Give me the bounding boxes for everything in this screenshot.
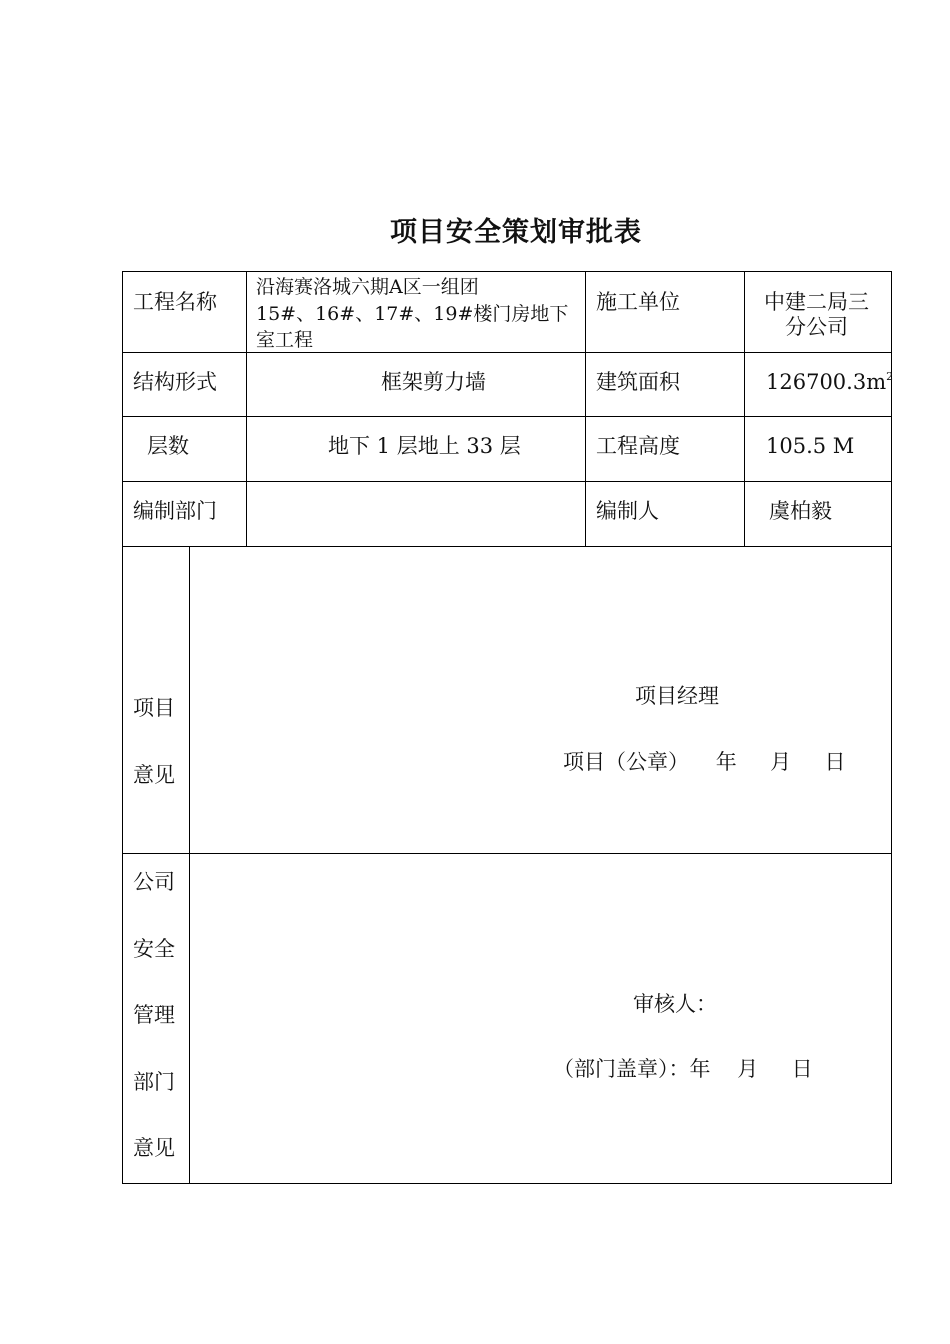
row-divider [122, 416, 892, 417]
project-opinion-label-line1: 项目 [133, 696, 175, 720]
project-opinion-label-line2: 意见 [133, 763, 175, 787]
table-border-right [891, 271, 892, 1184]
structure-value: 框架剪力墙 [381, 370, 486, 394]
project-name-line2: 15#、16#、17#、19#楼门房地下 [256, 303, 569, 325]
row-divider [122, 352, 892, 353]
height-label: 工程高度 [596, 434, 680, 458]
table-border-left [122, 271, 123, 1184]
reviewer-label: 审核人： [633, 992, 717, 1016]
row-divider [122, 481, 892, 482]
company-opinion-label-line3: 管理 [133, 1003, 175, 1027]
department-seal-line: （部门盖章）：年 月 日 [553, 1057, 813, 1081]
compiler-value: 虞柏毅 [769, 499, 832, 523]
project-manager-label: 项目经理 [635, 684, 719, 708]
column-divider [585, 271, 586, 547]
building-area-label: 建筑面积 [596, 370, 680, 394]
structure-label: 结构形式 [133, 370, 217, 394]
building-area-number: 126700.3m [766, 370, 887, 394]
construction-unit-label: 施工单位 [596, 290, 680, 314]
row-divider [122, 853, 892, 854]
floors-label: 层数 [147, 434, 189, 458]
company-opinion-label-line4: 部门 [133, 1070, 175, 1094]
floors-value: 地下 1 层地上 33 层 [328, 434, 521, 458]
table-border-bottom [122, 1183, 892, 1184]
compiler-label: 编制人 [596, 499, 659, 523]
project-name-line3: 室工程 [256, 329, 314, 351]
height-value: 105.5 M [766, 434, 855, 458]
document-title: 项目安全策划审批表 [390, 217, 642, 248]
table-border-top [122, 271, 892, 272]
project-name-label: 工程名称 [133, 290, 217, 314]
company-opinion-label-line1: 公司 [133, 870, 175, 894]
construction-unit-line2: 分公司 [785, 315, 848, 339]
area-unit-superscript: 2 [886, 370, 894, 383]
construction-unit-line1: 中建二局三 [764, 290, 869, 314]
column-divider [189, 546, 190, 1184]
row-divider [122, 546, 892, 547]
building-area-value [766, 368, 893, 396]
company-opinion-label-line5: 意见 [133, 1136, 175, 1160]
compile-dept-label: 编制部门 [133, 499, 217, 523]
column-divider [246, 271, 247, 547]
column-divider [744, 271, 745, 547]
company-opinion-label-line2: 安全 [133, 937, 175, 961]
project-seal-line: 项目（公章） 年 月 日 [563, 750, 846, 774]
project-name-line1: 沿海赛洛城六期A区一组团 [256, 276, 479, 298]
